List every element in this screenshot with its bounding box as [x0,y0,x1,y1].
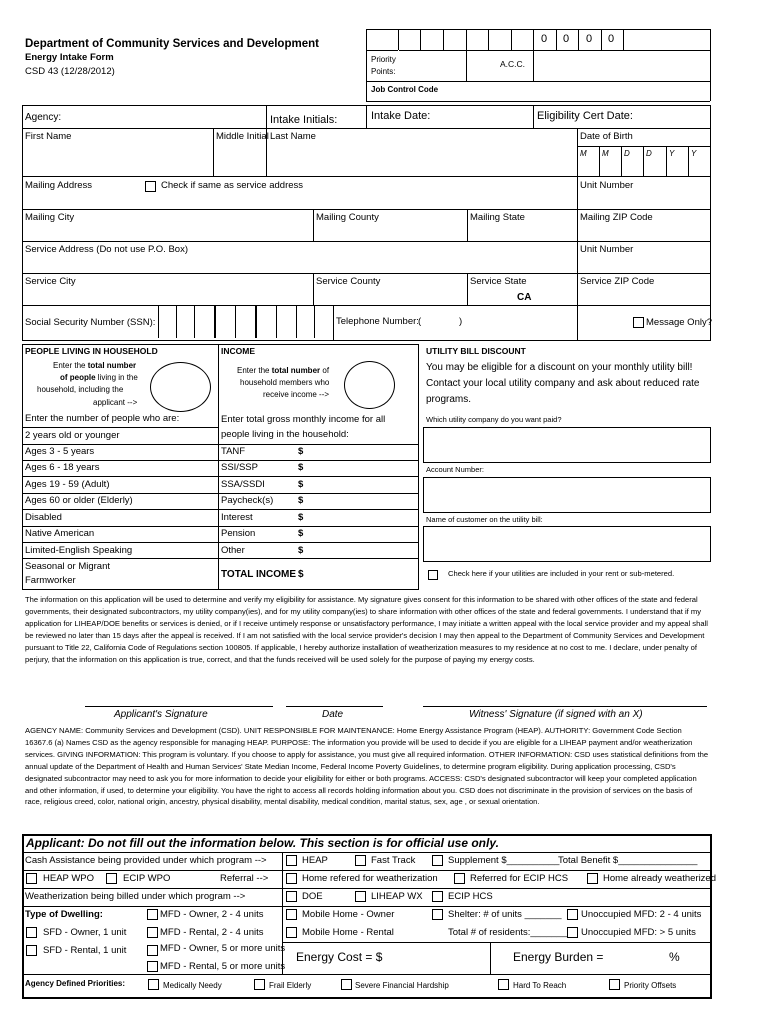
income-currency-2: $ [298,479,304,490]
job-control-code-label: Job Control Code [371,85,439,94]
service-county-label: Service County [316,276,381,287]
type-dwelling-label: Type of Dwelling: [25,909,103,920]
service-state-label: Service State [470,276,527,287]
priority-points-label: Priority Points: [371,55,396,76]
household-row-7: Limited-English Speaking [25,545,133,556]
income-row-1: SSI/SSP [221,462,258,473]
income-currency-5: $ [298,528,304,539]
mfd-owner-24-label: MFD - Owner, 2 - 4 units [160,909,264,920]
dob-y1: Y [669,149,675,158]
eligibility-cert-date-label: Eligibility Cert Date: [537,110,633,122]
digit-2: 0 [563,33,570,45]
fast-track-checkbox[interactable] [355,855,366,866]
sfd-owner-label: SFD - Owner, 1 unit [43,927,127,938]
mfd-owner-5-label: MFD - Owner, 5 or more units [160,943,286,954]
applicant-signature-line[interactable] [85,706,273,707]
dob-m2: M [602,149,609,158]
priority-offsets-label: Priority Offsets [624,981,677,990]
date-line[interactable] [286,706,383,707]
liheap-wx-label: LIHEAP WX [371,891,423,902]
utility-title: UTILITY BILL DISCOUNT [426,346,526,356]
sfd-rental-checkbox[interactable] [26,945,37,956]
household-row-1: Ages 3 - 5 years [25,446,95,457]
mailing-unit-number-label: Unit Number [580,180,634,191]
service-city-label: Service City [25,276,76,287]
agency-label: Agency: [25,112,62,123]
account-number-label: Account Number: [426,465,484,474]
heap-label: HEAP [302,855,328,866]
total-income-currency: $ [298,569,304,580]
mobile-owner-checkbox[interactable] [286,909,297,920]
service-address-label: Service Address (Do not use P.O. Box) [25,244,188,255]
household-instruction-1: Enter the total number [53,361,137,370]
income-row-6: Other [221,545,245,556]
first-name-label: First Name [25,131,72,142]
digit-3: 0 [586,33,593,45]
unocc-5-checkbox[interactable] [567,927,578,938]
supplement-label: Supplement $__________ [448,855,560,866]
ssn-label: Social Security Number (SSN): [25,317,156,328]
mfd-rental-24-checkbox[interactable] [147,927,158,938]
income-row-5: Pension [221,528,256,539]
form-name: Energy Intake Form [25,52,114,63]
total-benefit-label: Total Benefit $_______________ [558,855,698,866]
household-row-4: Ages 60 or older (Elderly) [25,495,133,506]
medically-needy-label: Medically Needy [163,981,222,990]
witness-signature-label: Witness' Signature (if signed with an X) [469,709,643,720]
dob-y2: Y [691,149,697,158]
mailing-state-label: Mailing State [470,212,525,223]
income-row-2: SSA/SSDI [221,479,265,490]
mfd-rental-5-checkbox[interactable] [147,961,158,972]
income-row-3: Paycheck(s) [221,495,274,506]
income-currency-1: $ [298,462,304,473]
severe-hardship-label: Severe Financial Hardship [355,981,449,990]
income-title: INCOME [221,346,255,356]
total-income-label: TOTAL INCOME [221,569,296,580]
middle-initial-label: Middle Initial [216,131,269,142]
utility-blurb-3: programs. [426,394,472,405]
referred-ecip-checkbox[interactable] [454,873,465,884]
energy-burden-label: Energy Burden = [513,950,604,964]
mailing-city-label: Mailing City [25,212,75,223]
frail-elderly-checkbox[interactable] [254,979,265,990]
doe-checkbox[interactable] [286,891,297,902]
household-prompt: Enter the number of people who are: [25,413,180,424]
ecip-hcs-label: ECIP HCS [448,891,493,902]
submetered-checkbox[interactable] [428,570,438,580]
frail-elderly-label: Frail Elderly [269,981,312,990]
total-residents-label: Total # of residents:_______ [448,927,568,938]
household-instruction-3: household, including the [37,385,124,394]
service-unit-number-label: Unit Number [580,244,634,255]
heap-wpo-checkbox[interactable] [26,873,37,884]
telephone-paren-open: ( [418,316,422,327]
percent-sign: % [669,950,680,964]
referral-label: Referral --> [220,873,269,884]
account-number-field[interactable] [423,477,711,513]
income-instruction-2: household members who [240,378,330,387]
doe-label: DOE [302,891,323,902]
shelter-checkbox[interactable] [432,909,443,920]
last-name-label: Last Name [270,131,316,142]
submetered-label: Check here if your utilities are included in your rent or sub-metered. [448,569,675,578]
customer-name-label: Name of customer on the utility bill: [426,515,543,524]
utility-blurb-1: You may be eligible for a discount on your monthly utility bill! [426,362,693,373]
telephone-paren-close: ) [459,316,463,327]
heap-wpo-label: HEAP WPO [43,873,95,884]
service-state-value: CA [517,292,532,303]
message-only-checkbox[interactable] [633,317,644,328]
income-currency-0: $ [298,446,304,457]
priorities-label: Agency Defined Priorities: [25,979,126,988]
wx-billed-label: Weatherization being billed under which program --> [25,891,246,902]
mobile-owner-label: Mobile Home - Owner [302,909,395,920]
referred-ecip-label: Referred for ECIP HCS [470,873,569,884]
ecip-wpo-label: ECIP WPO [123,873,171,884]
supplement-checkbox[interactable] [432,855,443,866]
date-of-birth-label: Date of Birth [580,131,633,142]
mobile-rental-label: Mobile Home - Rental [302,927,394,938]
witness-signature-line[interactable] [423,706,707,707]
mfd-owner-24-checkbox[interactable] [147,909,158,920]
same-as-service-label: Check if same as service address [161,180,304,191]
mfd-owner-5-checkbox[interactable] [147,945,158,956]
ecip-hcs-checkbox[interactable] [432,891,443,902]
official-heading: Applicant: Do not fill out the information below. This section is for official use only. [26,836,499,850]
sfd-rental-label: SFD - Rental, 1 unit [43,945,127,956]
mobile-rental-checkbox[interactable] [286,927,297,938]
medically-needy-checkbox[interactable] [148,979,159,990]
intake-date-label: Intake Date: [371,110,431,122]
applicant-signature-label: Applicant's Signature [114,709,208,720]
dob-m1: M [580,149,587,158]
utility-company-field[interactable] [423,427,711,463]
income-currency-4: $ [298,512,304,523]
service-zip-label: Service ZIP Code [580,276,655,287]
dob-d1: D [624,149,630,158]
income-members-oval[interactable] [344,361,395,409]
form-code: CSD 43 (12/28/2012) [25,66,115,77]
sfd-owner-checkbox[interactable] [26,927,37,938]
digit-4: 0 [608,33,615,45]
department-title: Department of Community Services and Development [25,38,319,50]
household-row-2: Ages 6 - 18 years [25,462,100,473]
mfd-rental-5-label: MFD - Rental, 5 or more units [160,961,286,972]
household-row-0: 2 years old or younger [25,430,120,441]
ecip-wpo-checkbox[interactable] [106,873,117,884]
unocc-24-checkbox[interactable] [567,909,578,920]
household-total-oval[interactable] [150,362,211,412]
income-currency-3: $ [298,495,304,506]
income-instruction-3: receive income --> [263,390,330,399]
income-row-0: TANF [221,446,246,457]
unocc-24-label: Unoccupied MFD: 2 - 4 units [581,909,702,920]
consent-text: The information on this application will be used to determine and verify my eligibility for assistance. My signature gives consent for this information to be shared with other offices of the state and federal governments, their designated subcontractors, my utility company(ies), and for my utility company(ies) to share information with other offices of the state and federal governments. I understand that if my application for LIHEAP/DOE benefits or services is denied, or if I receive untimely response or unsatisfactory performance, I may initiate a written appeal with the local service provider and my appeal shall be reviewed no later than 15 days after the appeal is received. If I am not satisfied with the local service provider's decision I may then appeal to the Department of Community Services and Development pursuant to Title 22, California Code of Regulations section 100805. If applicable, I hereby authorize installation of weatherization measures to my residence at no cost to me. I declare, under penalty of perjury, that the information on this application is true, correct, and that the funds received will be used solely for the purpose of paying my energy costs. [25,595,708,664]
heap-checkbox[interactable] [286,855,297,866]
hard-to-reach-label: Hard To Reach [513,981,567,990]
home-already-label: Home already weatherized [603,873,717,884]
cash-assist-label: Cash Assistance being provided under which program --> [25,855,267,866]
shelter-label: Shelter: # of units _______ [448,909,562,920]
agency-notice-text: AGENCY NAME: Community Services and Development (CSD). UNIT RESPONSIBLE FOR MAINTENANCE: Home Energy Assistance Program (HEAP). AUTHORITY: Government Code Section 16367.6 (a) Names CSD as the agency responsible for managing HEAP. PURPOSE: The information you provide will be used to decide if you are eligible for a LIHEAP payment and/or weatherization services. GIVING INFORMATION: This program is voluntary. If you choose to apply for assistance, you must give all required information. OTHER INFORMATION: CSD uses statistical definitions from the annual update of the Department of Health and Human Services' State Median Income, Federal Income Poverty Guidelines, to determine program eligibility. During application processing, CSD's designated subcontractor may need to ask you for more information to decide your eligibility for either or both programs. ACCESS: CSD's designated subcontractor will keep your completed application and other information, if used, to determine your eligibility. You have the right to access all records holding information about you. CSD does not discriminate in the provision of services on the basis of race, religious creed, color, national origin, ancestry, physical disability, mental disability, medical condition, marital status, sex, age , or sexual orientation. [25,726,709,807]
mailing-county-label: Mailing County [316,212,379,223]
household-title: PEOPLE LIVING IN HOUSEHOLD [25,346,158,356]
energy-cost-label: Energy Cost = $ [296,950,383,964]
message-only-label: Message Only? [646,317,713,328]
unocc-5-label: Unoccupied MFD: > 5 units [581,927,696,938]
income-prompt-2: people living in the household: [221,429,349,440]
home-already-checkbox[interactable] [587,873,598,884]
liheap-wx-checkbox[interactable] [355,891,366,902]
date-label: Date [322,709,344,720]
fast-track-label: Fast Track [371,855,416,866]
mailing-address-label: Mailing Address [25,180,93,191]
income-currency-6: $ [298,545,304,556]
household-row-3: Ages 19 - 59 (Adult) [25,479,110,490]
household-instruction-2: of people living in the [60,373,138,382]
household-row-5: Disabled [25,512,62,523]
acc-label: A.C.C. [500,59,526,69]
household-row-8: Seasonal or Migrant [25,561,111,572]
mfd-rental-24-label: MFD - Rental, 2 - 4 units [160,927,264,938]
intake-initials-label: Intake Initials: [270,114,338,126]
household-row-9: Farmworker [25,575,76,586]
dob-d2: D [646,149,652,158]
same-as-service-checkbox[interactable] [145,181,156,192]
mailing-zip-label: Mailing ZIP Code [580,212,653,223]
income-prompt-1: Enter total gross monthly income for all [221,414,386,425]
hard-to-reach-checkbox[interactable] [498,979,509,990]
income-row-4: Interest [221,512,253,523]
household-row-6: Native American [25,528,95,539]
digit-1: 0 [541,33,548,45]
which-company-label: Which utility company do you want paid? [426,415,562,424]
utility-blurb-2: Contact your local utility company and ask about reduced rate [426,378,700,389]
severe-hardship-checkbox[interactable] [341,979,352,990]
home-referred-label: Home refered for weatherization [302,873,438,884]
household-instruction-4: applicant --> [93,398,138,407]
home-referred-checkbox[interactable] [286,873,297,884]
telephone-label: Telephone Number: [336,316,419,327]
income-instruction-1: Enter the total number of [237,366,330,375]
customer-name-field[interactable] [423,526,711,562]
priority-offsets-checkbox[interactable] [609,979,620,990]
